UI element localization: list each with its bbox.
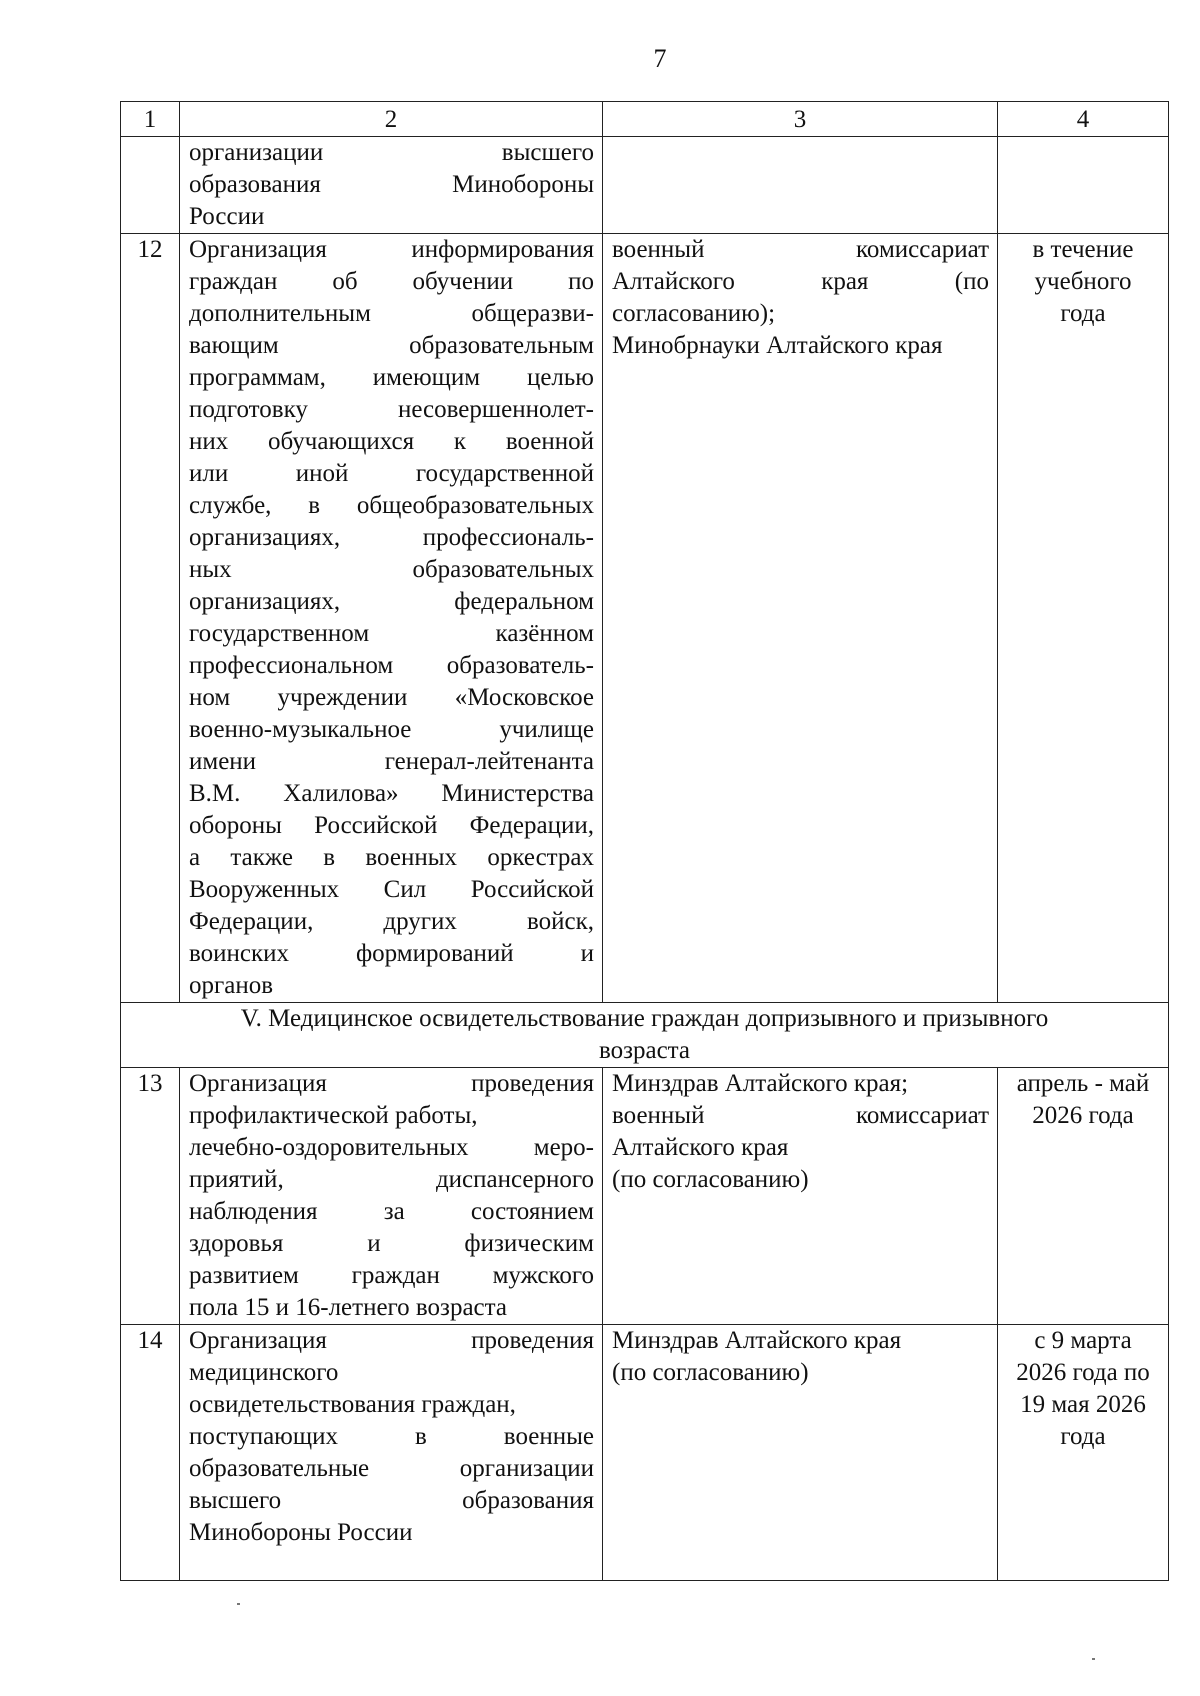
period-line: в течение <box>1032 236 1134 263</box>
description-line: медицинского <box>189 1359 339 1386</box>
table-row <box>121 1325 1169 1581</box>
executor-line: Минздрав Алтайского края <box>612 1327 902 1354</box>
description-line: приятий, диспансерного <box>189 1166 594 1193</box>
period-line: 19 мая 2026 <box>1020 1391 1146 1418</box>
column-header: 2 <box>180 102 603 137</box>
page-number: 7 <box>653 44 667 73</box>
description-line: профессиональном образователь- <box>189 652 594 679</box>
executor-line: Алтайского края <box>612 1134 789 1161</box>
description-line: воинских формирований и <box>189 940 594 967</box>
executor-line: военный комиссариат <box>612 1102 989 1129</box>
section-title-line: возраста <box>598 1037 691 1064</box>
description-line: лечебно-оздоровительных меро- <box>189 1134 594 1161</box>
period-line: учебного <box>1034 268 1132 295</box>
description-line: Федерации, других войск, <box>189 908 594 935</box>
executor-line: Минздрав Алтайского края; <box>612 1070 909 1097</box>
description-line: наблюдения за состоянием <box>189 1198 594 1225</box>
description-line: организациях, федеральном <box>189 588 594 615</box>
section-title-line: V. Медицинское освидетельствование граждан допризывного и призывного <box>240 1005 1049 1032</box>
description-line: службе, в общеобразовательных <box>189 492 594 519</box>
description-line: организациях, профессиональ- <box>189 524 594 551</box>
description-line: образования Минобороны <box>189 171 594 198</box>
period-line: 2026 года <box>1032 1102 1134 1129</box>
row-number-cell <box>121 137 180 234</box>
event-description-cell <box>180 1325 603 1581</box>
executor-line: (по согласованию) <box>612 1359 809 1386</box>
description-line: Организация проведения <box>189 1327 594 1354</box>
column-header: 3 <box>603 102 998 137</box>
executor-line: согласованию); <box>612 300 776 327</box>
description-line: имени генерал-лейтенанта <box>189 748 594 775</box>
description-line: военно-музыкальное училище <box>189 716 594 743</box>
event-description-cell <box>180 1068 603 1325</box>
description-line: организации высшего <box>189 139 594 166</box>
row-number-cell: 12 <box>121 234 180 1003</box>
description-line: поступающих в военные <box>189 1423 594 1450</box>
event-description-cell <box>180 234 603 1003</box>
description-line: ном учреждении «Московское <box>189 684 594 711</box>
period-line: с 9 марта <box>1034 1327 1132 1354</box>
description-line: государственном казённом <box>189 620 594 647</box>
continuation-row <box>121 137 1169 234</box>
period-line: года <box>1060 1423 1106 1450</box>
description-line: Организация информирования <box>189 236 594 263</box>
description-line: органов <box>189 972 274 999</box>
events-plan-table <box>120 101 1169 1581</box>
description-line: программам, имеющим целью <box>189 364 594 391</box>
description-line: них обучающихся к военной <box>189 428 594 455</box>
executor-line: (по согласованию) <box>612 1166 809 1193</box>
scan-speck <box>237 1603 240 1605</box>
period-cell <box>998 234 1169 1003</box>
description-line: ных образовательных <box>189 556 594 583</box>
period-cell <box>998 1325 1169 1581</box>
period-line: апрель - май <box>1016 1070 1150 1097</box>
period-cell <box>998 137 1169 234</box>
description-line: дополнительным общеразви- <box>189 300 594 327</box>
column-header: 4 <box>998 102 1169 137</box>
description-line: вающим образовательным <box>189 332 594 359</box>
executor-cell <box>603 234 998 1003</box>
row-number-cell: 13 <box>121 1068 180 1325</box>
table-row <box>121 1068 1169 1325</box>
executor-cell <box>603 1068 998 1325</box>
description-line: В.М. Халилова» Министерства <box>189 780 594 807</box>
executor-line: Алтайского края (по <box>612 268 989 295</box>
table-header-row <box>121 102 1169 137</box>
executor-line: военный комиссариат <box>612 236 989 263</box>
scan-speck <box>1092 1658 1095 1660</box>
section-title <box>121 1003 1169 1068</box>
description-line: России <box>189 203 265 230</box>
description-line: профилактической работы, <box>189 1102 478 1129</box>
period-line: 2026 года по <box>1016 1359 1150 1386</box>
description-line: Вооруженных Сил Российской <box>189 876 594 903</box>
description-line: пола 15 и 16-летнего возраста <box>189 1294 507 1321</box>
executor-line: Минобрнауки Алтайского края <box>612 332 943 359</box>
description-line: освидетельствования граждан, <box>189 1391 516 1418</box>
description-line: высшего образования <box>189 1487 594 1514</box>
period-line: года <box>1060 300 1106 327</box>
description-line: Организация проведения <box>189 1070 594 1097</box>
description-line: обороны Российской Федерации, <box>189 812 594 839</box>
executor-cell <box>603 1325 998 1581</box>
period-cell <box>998 1068 1169 1325</box>
column-header: 1 <box>121 102 180 137</box>
section-header-row <box>121 1003 1169 1068</box>
executor-cell <box>603 137 998 234</box>
description-line: развитием граждан мужского <box>189 1262 594 1289</box>
table-row <box>121 234 1169 1003</box>
event-description-cell <box>180 137 603 234</box>
description-line: образовательные организации <box>189 1455 594 1482</box>
description-line: граждан об обучении по <box>189 268 594 295</box>
description-line: или иной государственной <box>189 460 594 487</box>
row-number-cell: 14 <box>121 1325 180 1581</box>
description-line: подготовку несовершеннолет- <box>189 396 594 423</box>
description-line: Минобороны России <box>189 1519 413 1546</box>
description-line: а также в военных оркестрах <box>189 844 594 871</box>
description-line: здоровья и физическим <box>189 1230 594 1257</box>
